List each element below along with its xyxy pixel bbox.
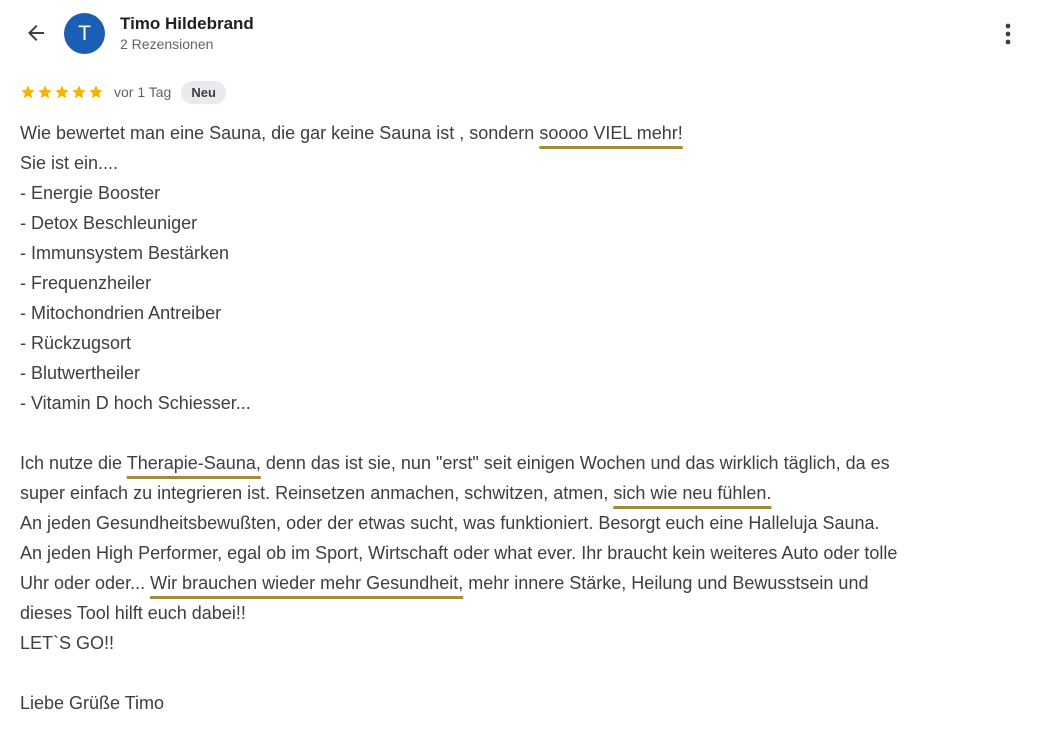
list-item: - Detox Beschleuniger — [20, 213, 198, 233]
new-badge: Neu — [181, 81, 226, 104]
review-time: vor 1 Tag — [114, 84, 172, 100]
text-segment: denn das ist sie, nun "erst" seit einigen Wochen und das wirklich täglich, da es — [260, 453, 890, 473]
arrow-left-icon — [24, 21, 48, 45]
review-line: LET`S GO!! — [20, 633, 115, 653]
highlighted-phrase: sich wie neu fühlen. — [613, 483, 772, 503]
review-meta — [20, 80, 226, 104]
review-text — [20, 118, 1030, 718]
avatar[interactable] — [64, 13, 105, 54]
highlighted-phrase: soooo VIEL mehr! — [539, 123, 683, 143]
review-line: An jeden Gesundheitsbewußten, oder der etwas sucht, was funktioniert. Besorgt euch eine Halleluja Sauna. — [20, 513, 880, 533]
review-line — [20, 448, 1030, 478]
blank-line — [20, 418, 1030, 448]
highlighted-phrase: Therapie-Sauna, — [126, 453, 261, 473]
star-icon — [71, 84, 87, 100]
list-item: - Energie Booster — [20, 183, 161, 203]
star-icon — [20, 84, 36, 100]
text-segment: Uhr oder oder... — [20, 573, 151, 593]
list-item: - Rückzugsort — [20, 333, 132, 353]
review-line — [20, 568, 1030, 598]
author-review-count: 2 Rezensionen — [120, 36, 214, 52]
text-segment: Wie bewertet man eine Sauna, die gar keine Sauna ist , sondern — [20, 123, 540, 143]
review-signature: Liebe Grüße Timo — [20, 693, 165, 713]
list-item: - Vitamin D hoch Schiesser... — [20, 393, 251, 413]
list-item: - Blutwertheiler — [20, 363, 141, 383]
review-header — [0, 0, 1044, 66]
list-item: - Mitochondrien Antreiber — [20, 303, 222, 323]
avatar-letter: T — [78, 21, 91, 45]
text-segment: mehr innere Stärke, Heilung und Bewusstsein und — [463, 573, 869, 593]
back-button[interactable] — [20, 17, 52, 49]
more-options-button[interactable] — [994, 18, 1022, 50]
vertical-dots-icon — [1005, 23, 1011, 45]
list-item: - Frequenzheiler — [20, 273, 152, 293]
review-line: dieses Tool hilft euch dabei!! — [20, 603, 246, 623]
author-name[interactable]: Timo Hildebrand — [120, 14, 254, 33]
review-line — [20, 118, 1030, 148]
review-line: Sie ist ein.... — [20, 153, 119, 173]
blank-line — [20, 658, 1030, 688]
highlighted-phrase: Wir brauchen wieder mehr Gesundheit, — [150, 573, 464, 593]
star-rating — [20, 84, 105, 100]
star-icon — [54, 84, 70, 100]
star-icon — [88, 84, 104, 100]
text-segment: super einfach zu integrieren ist. Reinsetzen anmachen, schwitzen, atmen, — [20, 483, 614, 503]
list-item: - Immunsystem Bestärken — [20, 243, 230, 263]
review-line — [20, 478, 1030, 508]
review-line: An jeden High Performer, egal ob im Sport, Wirtschaft oder what ever. Ihr braucht kein weiteres Auto oder tolle — [20, 543, 898, 563]
star-icon — [37, 84, 53, 100]
text-segment: Ich nutze die — [20, 453, 127, 473]
